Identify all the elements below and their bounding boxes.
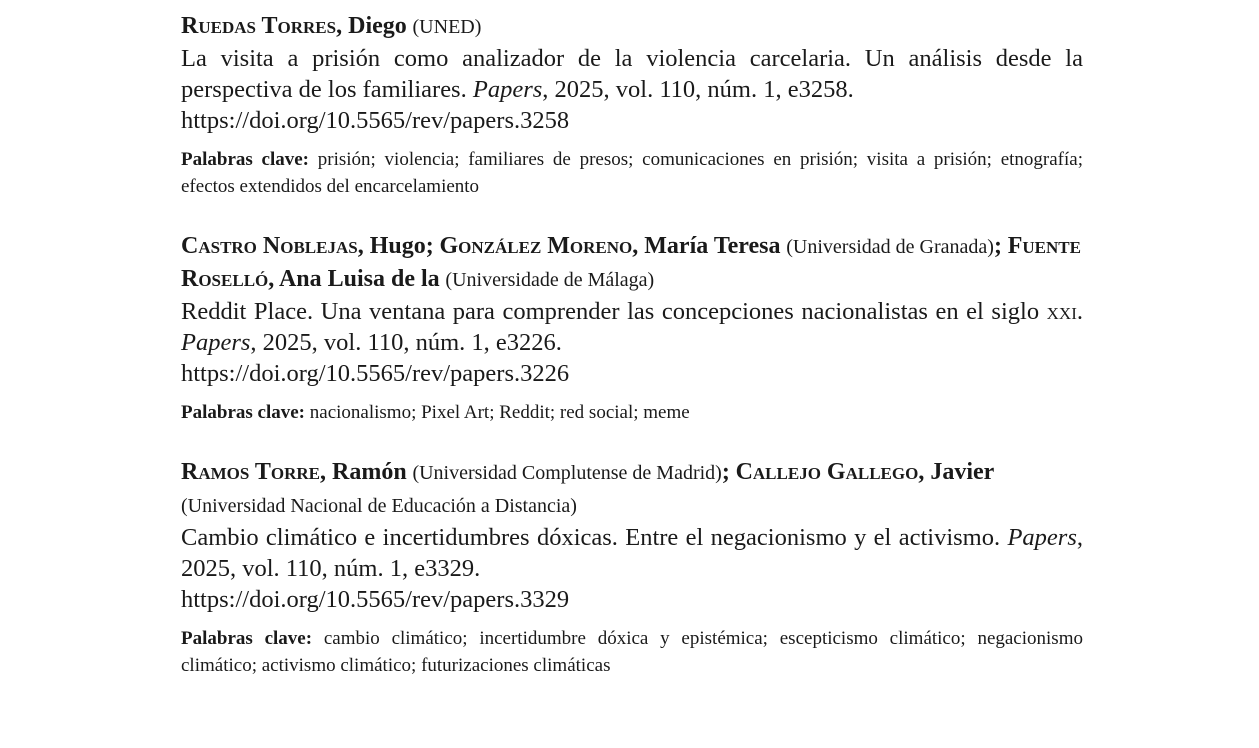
author-surname: Fuente Roselló (181, 233, 1081, 292)
author-surname: Ramos Torre (181, 459, 321, 485)
author-given-name: Javier (930, 459, 995, 485)
author-given-name: Ana Luisa de la (278, 266, 440, 292)
article-title: Reddit Place. Una ventana para comprender las concepciones nacionalistas en el siglo xxi. (181, 298, 1083, 325)
keywords (181, 399, 1083, 426)
author-affiliation: (UNED) (412, 16, 482, 38)
author-line: Ramos Torre, Ramón (Universidad Complutense de Madrid); Callejo Gallego, Javier (Universidad Nacional de Educación a Distancia) (181, 459, 995, 517)
citation-details: , 2025, vol. 110, núm. 1, e3329. (181, 524, 1083, 582)
author-surname: Callejo Gallego (735, 459, 919, 485)
journal-name: Papers (1007, 524, 1077, 551)
keywords (181, 625, 1083, 679)
author-given-name: María Teresa (644, 233, 781, 259)
journal-name: Papers (472, 76, 543, 103)
keywords-list: cambio climático; incertidumbre dóxica y epistémica; escepticismo climático; negacionismo climático; activismo climático; futurizaciones climáticas (181, 628, 1083, 676)
author-line: Castro Noblejas, Hugo; González Moreno, María Teresa (Universidad de Granada); Fuente Roselló, Ana Luisa de la (Universidade de Málaga) (181, 233, 1081, 292)
author-name: Ruedas Torres, Diego (181, 13, 407, 39)
article-citation (181, 522, 1083, 584)
author-name: Ramos Torre, Ramón (181, 459, 407, 485)
author-affiliation: (Universidad Nacional de Educación a Distancia) (181, 495, 577, 517)
author-name: Castro Noblejas, Hugo; (181, 233, 434, 259)
keywords-list: nacionalismo; Pixel Art; Reddit; red social; meme (309, 402, 690, 423)
author-surname: Ruedas Torres (181, 13, 337, 39)
author-name: Callejo Gallego, Javier (735, 459, 995, 485)
article-title: Cambio climático e incertidumbres dóxicas. Entre el negacionismo y el activismo. (181, 524, 1001, 551)
citation-details: , 2025, vol. 110, núm. 1, e3226. (250, 329, 562, 356)
keywords-label: Palabras clave: (181, 628, 313, 649)
author-affiliation: (Universidade de Málaga) (445, 269, 655, 291)
doi-link[interactable]: https://doi.org/10.5565/rev/papers.3258 (181, 107, 570, 134)
author-line (181, 10, 1083, 43)
journal-name: Papers (181, 329, 251, 356)
author-name: González Moreno, María Teresa (439, 233, 781, 259)
bibliography-entry (181, 10, 1083, 200)
author-surname: González Moreno (439, 233, 633, 259)
author-given-name: Ramón (332, 459, 407, 485)
author-surname: Castro Noblejas (181, 233, 358, 259)
author-given-name: Diego (348, 13, 407, 39)
article-title: La visita a prisión como analizador de la violencia carcelaria. Un análisis desde la perspectiva de los familiares. (181, 45, 1083, 103)
bibliography-page (181, 10, 1083, 679)
keywords-label: Palabras clave: (181, 149, 309, 170)
bibliography-entry (181, 456, 1083, 679)
bibliography-entry (181, 230, 1083, 426)
author-affiliation: (Universidad de Granada) (786, 236, 994, 258)
doi-link[interactable]: https://doi.org/10.5565/rev/papers.3329 (181, 586, 570, 613)
doi-link[interactable]: https://doi.org/10.5565/rev/papers.3226 (181, 360, 570, 387)
keywords-list: prisión; violencia; familiares de presos; comunicaciones en prisión; visita a prisión; etnografía; efectos extendidos del encarcelamiento (181, 149, 1083, 197)
keywords (181, 146, 1083, 200)
article-citation (181, 296, 1083, 358)
author-given-name: Hugo (369, 233, 426, 259)
keywords-label: Palabras clave: (181, 402, 306, 423)
author-name: Fuente Roselló, Ana Luisa de la (181, 233, 1081, 292)
author-affiliation: (Universidad Complutense de Madrid) (412, 462, 722, 484)
century-numeral: xxi (1046, 298, 1077, 325)
article-citation (181, 43, 1083, 105)
citation-details: , 2025, vol. 110, núm. 1, e3258. (542, 76, 854, 103)
